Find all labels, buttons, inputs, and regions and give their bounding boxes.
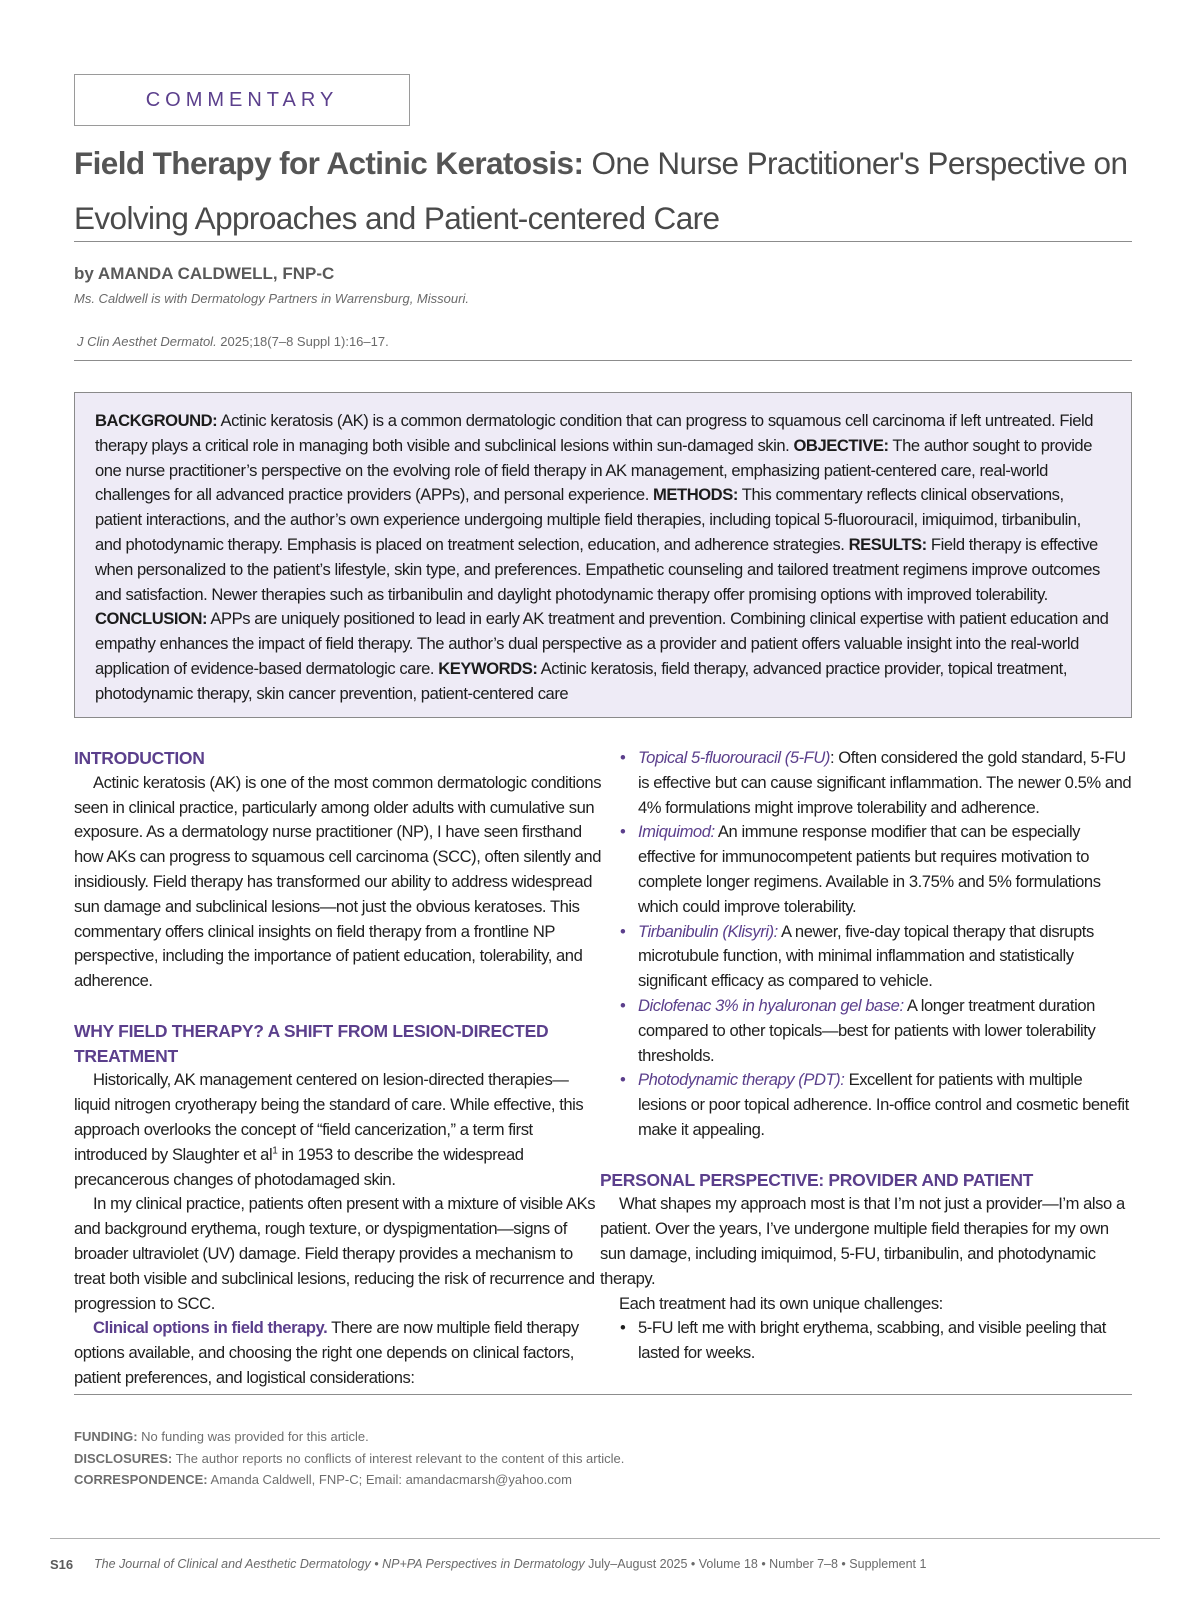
author-affiliation: Ms. Caldwell is with Dermatology Partners in Warrensburg, Missouri.	[74, 291, 469, 306]
personal-section	[600, 1168, 1134, 1366]
clinical-options-paragraph	[74, 1316, 602, 1390]
personal-paragraph-2: Each treatment had its own unique challenges:	[619, 1293, 943, 1313]
personal-list	[600, 1316, 1134, 1366]
option-name: Photodynamic therapy (PDT):	[638, 1070, 845, 1090]
section-label: COMMENTARY	[145, 88, 339, 111]
why-paragraph-2: In my clinical practice, patients often present with a mixture of visible AKs and background erythema, rough texture, or dyspigmentation—signs of broader ultraviolet (UV) damage. Field therapy provides a mechanism to treat both visible and subclinical lesions, reducing the risk of recurrence and progression to SCC.	[74, 1194, 596, 1313]
option-text: Excellent for patients with multiple lesions or poor topical adherence. In-office control and cosmetic benefit make it appealing.	[638, 1070, 1129, 1139]
correspondence-label: CORRESPONDENCE:	[74, 1472, 208, 1487]
footnote-divider	[74, 1394, 1132, 1395]
option-name: Imiquimod:	[638, 822, 715, 842]
why-paragraph-1-start: Historically, AK management centered on lesion-directed therapies—liquid nitrogen cryotherapy being the standard of care. While effective, this approach overlooks the concept of “field cancerization,” a term first introduced by Slaughter et al	[74, 1070, 584, 1164]
title-divider	[74, 241, 1132, 242]
article-title-bold: Field Therapy for Actinic Keratosis:	[74, 145, 584, 181]
bullet-icon: •	[620, 822, 626, 842]
abstract-methods-label: METHODS:	[653, 485, 738, 505]
intro-paragraph: Actinic keratosis (AK) is one of the most common dermatologic conditions seen in clinical practice, particularly among older adults with cumulative sun exposure. As a dermatology nurse practitioner (NP), I have seen firsthand how AKs can progress to squamous cell carcinoma (SCC), often silently and insidiously. Field therapy has transformed our ability to address widespread sun damage and subclinical lesions—not just the obvious keratoses. This commentary offers clinical insights on field therapy from a frontline NP perspective, including the importance of patient education, tolerability, and adherence.	[74, 772, 602, 991]
funding-note	[74, 1426, 624, 1448]
list-item	[600, 1316, 1134, 1366]
abstract-keywords-label: KEYWORDS:	[438, 658, 538, 678]
abstract-box	[74, 392, 1132, 718]
option-text: A newer, five-day topical therapy that disrupts microtubule function, with minimal inflammation and statistically significant efficacy as compared to vehicle.	[638, 921, 1094, 991]
correspondence-text: Amanda Caldwell, FNP-C; Email: amandacmarsh@yahoo.com	[207, 1472, 572, 1487]
footer-divider	[50, 1538, 1160, 1539]
option-text: An immune response modifier that can be especially effective for immunocompetent patients but requires motivation to complete longer regimens. Available in 3.75% and 5% formulations which could improve tolerability.	[638, 822, 1101, 916]
article-title	[74, 136, 1134, 246]
list-item	[600, 820, 1134, 919]
bullet-icon: •	[620, 995, 626, 1015]
personal-bullet-text: 5-FU left me with bright erythema, scabbing, and visible peeling that lasted for weeks.	[638, 1318, 1106, 1363]
list-item	[600, 746, 1134, 820]
running-footer	[94, 1557, 926, 1571]
abstract-results-text: Field therapy is effective when personalized to the patient’s lifestyle, skin type, and preferences. Empathetic counseling and tailored treatment regimens improve outcomes and satisfaction. Newer therapies such as tirbanibulin and daylight photodynamic therapy offer promising options with improved tolerability.	[95, 534, 1100, 604]
abstract-keywords-text: Actinic keratosis, field therapy, advanced practice provider, topical treatment, photodynamic therapy, skin cancer prevention, patient-centered care	[95, 658, 1067, 703]
why-heading: WHY FIELD THERAPY? A SHIFT FROM LESION-DIRECTED TREATMENT	[74, 1020, 549, 1066]
abstract-results-label: RESULTS:	[848, 534, 927, 554]
correspondence-note	[74, 1469, 624, 1491]
option-name: Tirbanibulin (Klisyri):	[638, 921, 778, 941]
abstract-conclusion-label: CONCLUSION:	[95, 609, 208, 629]
abstract-background-label: BACKGROUND:	[95, 411, 218, 430]
funding-label: FUNDING:	[74, 1429, 138, 1444]
option-name: Topical 5-fluorouracil (5-FU)	[638, 748, 830, 767]
clinical-options-label: Clinical options in field therapy.	[93, 1318, 328, 1338]
footer-journal: The Journal of Clinical and Aesthetic Dermatology • NP+PA Perspectives in Dermatology	[94, 1557, 585, 1571]
citation-details: 2025;18(7–8 Suppl 1):16–17.	[216, 334, 389, 349]
personal-paragraph-1: What shapes my approach most is that I’m not just a provider—I’m also a patient. Over the years, I’ve undergone multiple field therapies for my own sun damage, including imiquimod, 5-FU, tirbanibulin, and photodynamic therapy.	[600, 1194, 1125, 1288]
author-byline: by AMANDA CALDWELL, FNP-C	[74, 264, 335, 283]
reference-superscript: 1	[272, 1145, 278, 1157]
abstract-conclusion-text: APPs are uniquely positioned to lead in early AK treatment and prevention. Combining clinical expertise with patient education and empathy enhances the impact of field therapy. The author’s dual perspective as a provider and patient offers valuable insight into the real-world application of evidence-based dermatologic care.	[95, 609, 1109, 678]
article-title-rest: One Nurse Practitioner's Perspective on Evolving Approaches and Patient-centered Care	[74, 145, 1128, 236]
section-gap	[616, 1143, 1134, 1168]
personal-heading: PERSONAL PERSPECTIVE: PROVIDER AND PATIENT	[600, 1169, 1034, 1190]
disclosures-label: DISCLOSURES:	[74, 1450, 173, 1466]
citation	[77, 334, 389, 349]
option-text: A longer treatment duration compared to other topicals—best for patients with lower tolerability thresholds.	[638, 995, 1096, 1065]
list-item	[600, 920, 1134, 994]
option-name: Diclofenac 3% in hyaluronan gel base:	[638, 995, 904, 1015]
abstract-objective-text: The author sought to provide one nurse practitioner’s perspective on the evolving role of field therapy in AK management, emphasizing patient-centered care, real-world challenges for all advanced practice providers (APPs), and personal experience.	[95, 435, 1092, 505]
footnotes	[74, 1426, 624, 1491]
why-paragraph-1-end: in 1953 to describe the widespread precancerous changes of photodamaged skin.	[74, 1144, 524, 1189]
abstract-objective-label: OBJECTIVE:	[793, 435, 889, 455]
section-gap	[74, 994, 602, 1019]
option-text: : Often considered the gold standard, 5-FU is effective but can cause significant inflammation. The newer 0.5% and 4% formulations might improve tolerability and adherence.	[638, 748, 1132, 817]
disclosures-note	[74, 1448, 624, 1470]
clinical-options-text: There are now multiple field therapy options available, and choosing the right one depends on clinical factors, patient preferences, and logistical considerations:	[74, 1318, 579, 1387]
funding-text: No funding was provided for this article.	[137, 1429, 369, 1444]
therapy-options-list	[600, 746, 1134, 1143]
disclosures-text: The author reports no conflicts of interest relevant to the content of this article.	[172, 1450, 625, 1466]
page-number: S16	[50, 1557, 74, 1572]
bullet-icon: •	[620, 748, 626, 767]
why-paragraph-1	[74, 1068, 602, 1192]
left-column	[74, 746, 602, 1391]
intro-heading: INTRODUCTION	[74, 748, 205, 768]
abstract-background-text: Actinic keratosis (AK) is a common dermatologic condition that can progress to squamous cell carcinoma if left untreated. Field therapy plays a critical role in managing both visible and subclinical lesions within sun-damaged skin.	[95, 411, 1094, 455]
citation-journal: J Clin Aesthet Dermatol.	[77, 334, 217, 349]
section-label-box	[74, 74, 410, 126]
abstract-methods-text: This commentary reflects clinical observations, patient interactions, and the author’s own experience undergoing multiple field therapies, including topical 5-fluorouracil, imiquimod, tirbanibulin, and photodynamic therapy. Emphasis is placed on treatment selection, education, and adherence strategies.	[95, 485, 1081, 554]
bullet-icon: •	[620, 1318, 626, 1338]
right-column	[600, 746, 1134, 1366]
header-divider	[74, 360, 1132, 361]
list-item	[600, 1068, 1134, 1142]
bullet-icon: •	[620, 1070, 626, 1090]
footer-issue: July–August 2025 • Volume 18 • Number 7–8 • Supplement 1	[584, 1557, 927, 1571]
list-item	[600, 994, 1134, 1068]
bullet-icon: •	[620, 921, 626, 941]
